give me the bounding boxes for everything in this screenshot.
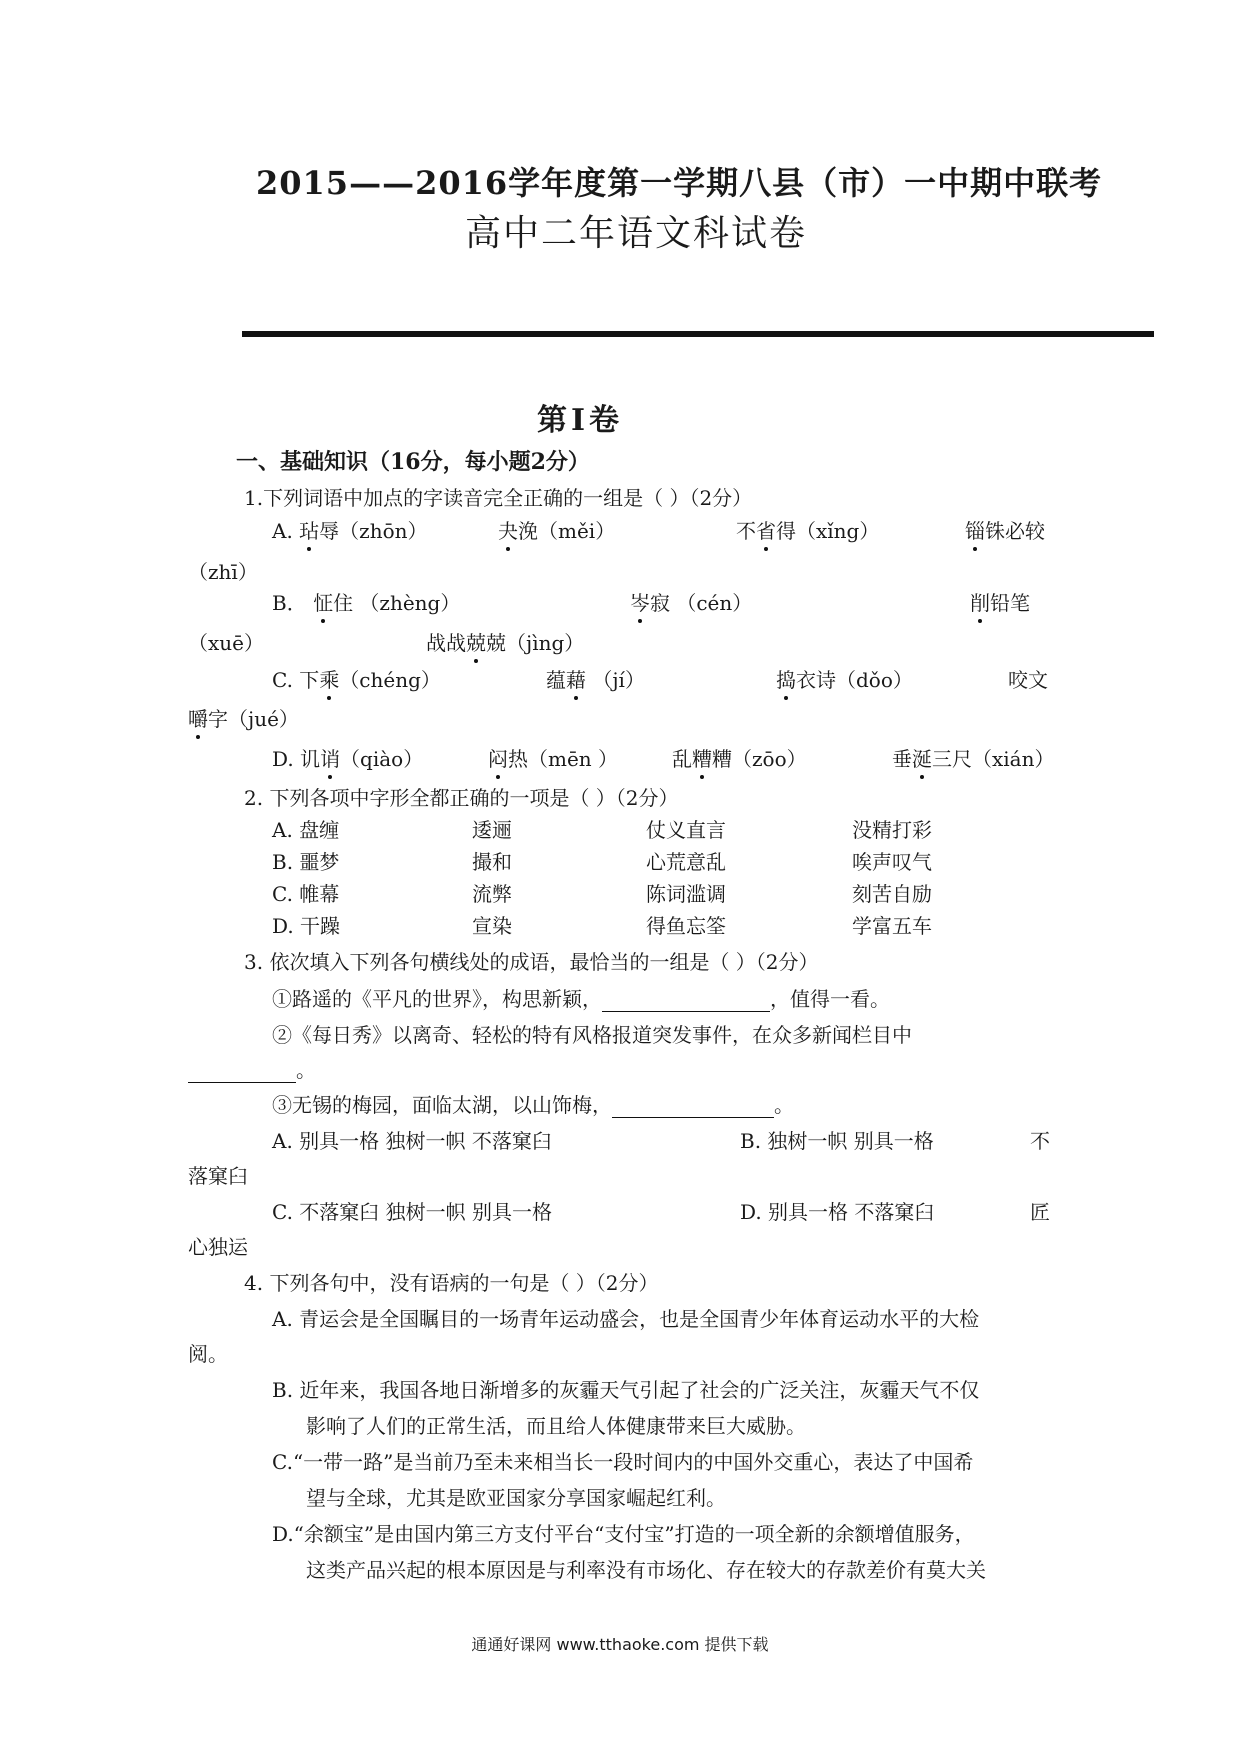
q1-option-a-4: 锱铢必较 <box>965 515 1045 544</box>
q1-option-c-4: 咬文 <box>1008 668 1048 692</box>
q1-option-b-2: 岑寂 （cén） <box>630 587 752 616</box>
q3-option-a: A. 别具一格 独树一帜 不落窠臼 <box>272 1129 552 1153</box>
q3-sentence-2-cont: 。 <box>188 1054 316 1083</box>
header-divider <box>242 331 1154 337</box>
q3-sentence-1 <box>272 983 890 1012</box>
q1-option-b-3: 削铅笔 <box>970 587 1030 616</box>
volume-heading: 第Ⅰ卷 <box>536 403 624 438</box>
question-4-stem: 4. 下列各句中，没有语病的一句是（ ）（2分） <box>244 1271 659 1295</box>
q1-option-c-2: 蕴藉 （jí） <box>546 664 645 693</box>
q3-option-d-cont: 心独运 <box>188 1235 248 1259</box>
q2-row-d-1: D. 干躁 <box>272 914 341 938</box>
exam-subtitle: 高中二年语文科试卷 <box>464 213 807 254</box>
section-heading: 一、基础知识（16分，每小题2分） <box>236 449 590 475</box>
q1-option-c-3: 捣衣诗（dǒo） <box>776 664 913 693</box>
q2-row-a-4: 没精打彩 <box>852 818 932 842</box>
q3-blank-2 <box>188 1062 296 1083</box>
q2-row-c-1: C. 帷幕 <box>272 882 340 906</box>
q4-option-d-line2: 这类产品兴起的根本原因是与利率没有市场化、存在较大的存款差价有莫大关 <box>306 1558 986 1582</box>
q1-option-c-1: C. 下乘（chéng） <box>272 664 441 693</box>
q1-option-d-3: 乱糟糟（zōo） <box>672 743 807 772</box>
q3-sentence-1-end: ，值得一看。 <box>770 987 890 1011</box>
q1-option-b-1: B． 怔住 （zhèng） <box>272 587 460 616</box>
q1-option-b-3-cont: （xuē） <box>188 631 264 655</box>
q1-option-a-2: 夬浼（měi） <box>498 515 615 544</box>
q2-row-d-2: 宣染 <box>472 914 512 938</box>
q4-option-c-line1: C.“一带一路”是当前乃至未来相当长一段时间内的中国外交重心，表达了中国希 <box>272 1450 974 1474</box>
question-1-stem: 1.下列词语中加点的字读音完全正确的一组是（ ）（2分） <box>244 486 753 510</box>
q3-blank-3 <box>612 1097 774 1118</box>
question-3-stem: 3. 依次填入下列各句横线处的成语，最恰当的一组是（ ）（2分） <box>244 950 819 974</box>
q2-row-c-4: 刻苦自励 <box>852 882 932 906</box>
q2-row-b-2: 撮和 <box>472 850 512 874</box>
q2-row-d-4: 学富五车 <box>852 914 932 938</box>
q4-option-c-line2: 望与全球，尤其是欧亚国家分享国家崛起红利。 <box>306 1486 726 1510</box>
q1-option-a-3: 不省得（xǐng） <box>736 515 879 544</box>
q3-option-d-tail: 匠 <box>1030 1200 1050 1224</box>
q2-row-c-2: 流弊 <box>472 882 512 906</box>
q1-option-d-4: 垂涎三尺（xián） <box>892 743 1054 772</box>
q3-option-c: C. 不落窠臼 独树一帜 别具一格 <box>272 1200 553 1224</box>
q2-row-b-4: 唉声叹气 <box>852 850 932 874</box>
q3-blank-1 <box>602 991 770 1012</box>
q1-option-d-2: 闷热（mēn ） <box>488 743 618 772</box>
q3-option-b-tail: 不 <box>1030 1129 1050 1153</box>
q3-option-d: D. 别具一格 不落窠臼 <box>740 1200 935 1224</box>
q4-option-b-line1: B. 近年来，我国各地日渐增多的灰霾天气引起了社会的广泛关注，灰霾天气不仅 <box>272 1378 980 1402</box>
q2-row-c-3: 陈词滥调 <box>646 882 726 906</box>
q4-option-a-line2: 阅。 <box>188 1342 228 1366</box>
q4-option-a-line1: A. 青运会是全国瞩目的一场青年运动盛会，也是全国青少年体育运动水平的大检 <box>272 1307 980 1331</box>
q3-sentence-1-start: ①路遥的《平凡的世界》，构思新颖， <box>272 987 602 1011</box>
q1-option-b-4: 战战兢兢（jìng） <box>426 627 584 656</box>
q2-row-b-1: B. 噩梦 <box>272 850 340 874</box>
q4-option-d-line1: D.“余额宝”是由国内第三方支付平台“支付宝”打造的一项全新的余额增值服务， <box>272 1522 975 1546</box>
q3-option-b: B. 独树一帜 别具一格 <box>740 1129 934 1153</box>
q4-option-b-line2: 影响了人们的正常生活，而且给人体健康带来巨大威胁。 <box>306 1414 806 1438</box>
q1-option-c-4-cont: 嚼字（jué） <box>188 703 299 732</box>
q1-option-d-1: D. 讥诮（qiào） <box>272 743 423 772</box>
q3-sentence-2: ②《每日秀》以离奇、轻松的特有风格报道突发事件，在众多新闻栏目中 <box>272 1023 912 1047</box>
q1-option-a-4-cont: （zhī） <box>188 560 258 584</box>
q3-sentence-3: ③无锡的梅园，面临太湖，以山饰梅， 。 <box>272 1093 794 1117</box>
q2-row-b-3: 心荒意乱 <box>646 850 726 874</box>
q2-row-a-1: A. 盘缠 <box>272 818 340 842</box>
q2-row-d-3: 得鱼忘筌 <box>646 914 726 938</box>
q3-option-b-cont: 落窠臼 <box>188 1164 248 1188</box>
q2-row-a-3: 仗义直言 <box>646 818 726 842</box>
q2-row-a-2: 逶逦 <box>472 818 512 842</box>
page-footer: 通通好课网 www.tthaoke.com 提供下载 <box>471 1635 769 1654</box>
question-2-stem: 2. 下列各项中字形全都正确的一项是（ ）（2分） <box>244 786 679 810</box>
q1-option-a-1: A. 玷辱（zhōn） <box>272 515 428 544</box>
exam-title: 2015——2016学年度第一学期八县（市）一中期中联考 <box>256 164 1103 202</box>
